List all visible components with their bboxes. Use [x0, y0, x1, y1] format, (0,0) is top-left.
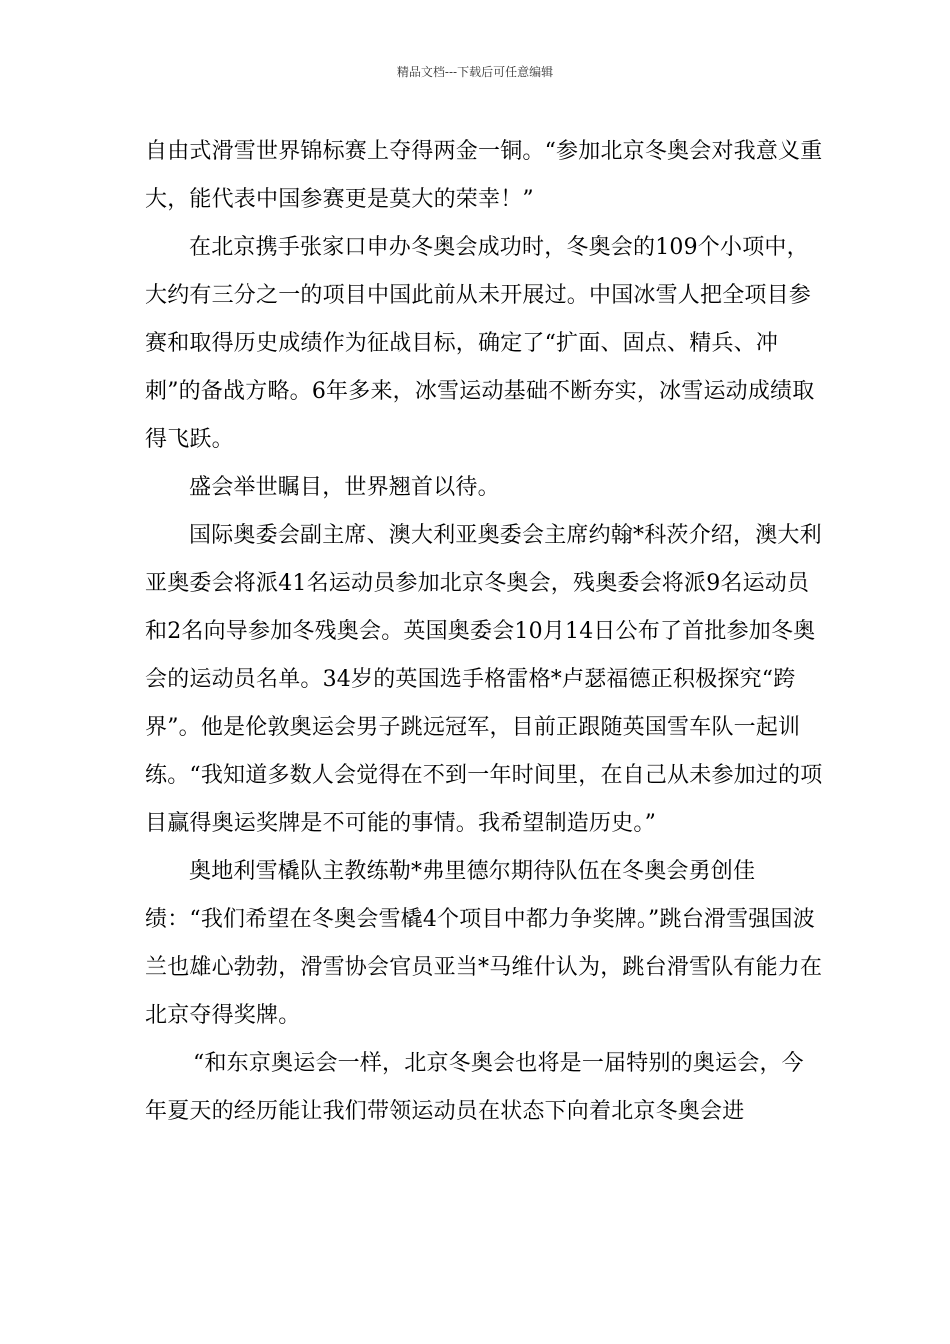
document-body: [145, 128, 825, 1136]
paragraph-4: 国际奥委会副主席、澳大利亚奥委会主席约翰*科茨介绍，澳大利亚奥委会将派41名运动员参加北京冬奥会，残奥委会将派9名运动员和2名向导参加冬残奥会。英国奥委会10月14日公布了首批参加冬奥会的运动员名单。34岁的英国选手格雷格*卢瑟福德正积极探究“跨界”。他是伦敦奥运会男子跳远冠军，目前正跟随英国雪车队一起训练。“我知道多数人会觉得在不到一年时间里，在自己从未参加过的项目赢得奥运奖牌是不可能的事情。我希望制造历史。”: [145, 523, 823, 836]
paragraph-3: 盛会举世瞩目，世界翘首以待。: [189, 475, 500, 500]
paragraph-6: “和东京奥运会一样，北京冬奥会也将是一届特别的奥运会，今年夏天的经历能让我们带领运动员在状态下向着北京冬奥会进: [145, 1051, 804, 1124]
paragraph-2: 在北京携手张家口申办冬奥会成功时，冬奥会的109个小项中，大约有三分之一的项目中国此前从未开展过。中国冰雪人把全项目参赛和取得历史成绩作为征战目标，确定了“扩面、固点、精兵、冲刺”的备战方略。6年多来，冰雪运动基础不断夯实，冰雪运动成绩取得飞跃。: [145, 235, 815, 452]
paragraph-1: 自由式滑雪世界锦标赛上夺得两金一铜。“参加北京冬奥会对我意义重大，能代表中国参赛更是莫大的荣幸！”: [145, 139, 823, 212]
page-header: 精品文档---下载后可任意编辑: [396, 65, 554, 79]
paragraph-5: 奥地利雪橇队主教练勒*弗里德尔期待队伍在冬奥会勇创佳绩：“我们希望在冬奥会雪橇4个项目中都力争奖牌。”跳台滑雪强国波兰也雄心勃勃，滑雪协会官员亚当*马维什认为，跳台滑雪队有能力在北京夺得奖牌。: [145, 859, 823, 1028]
